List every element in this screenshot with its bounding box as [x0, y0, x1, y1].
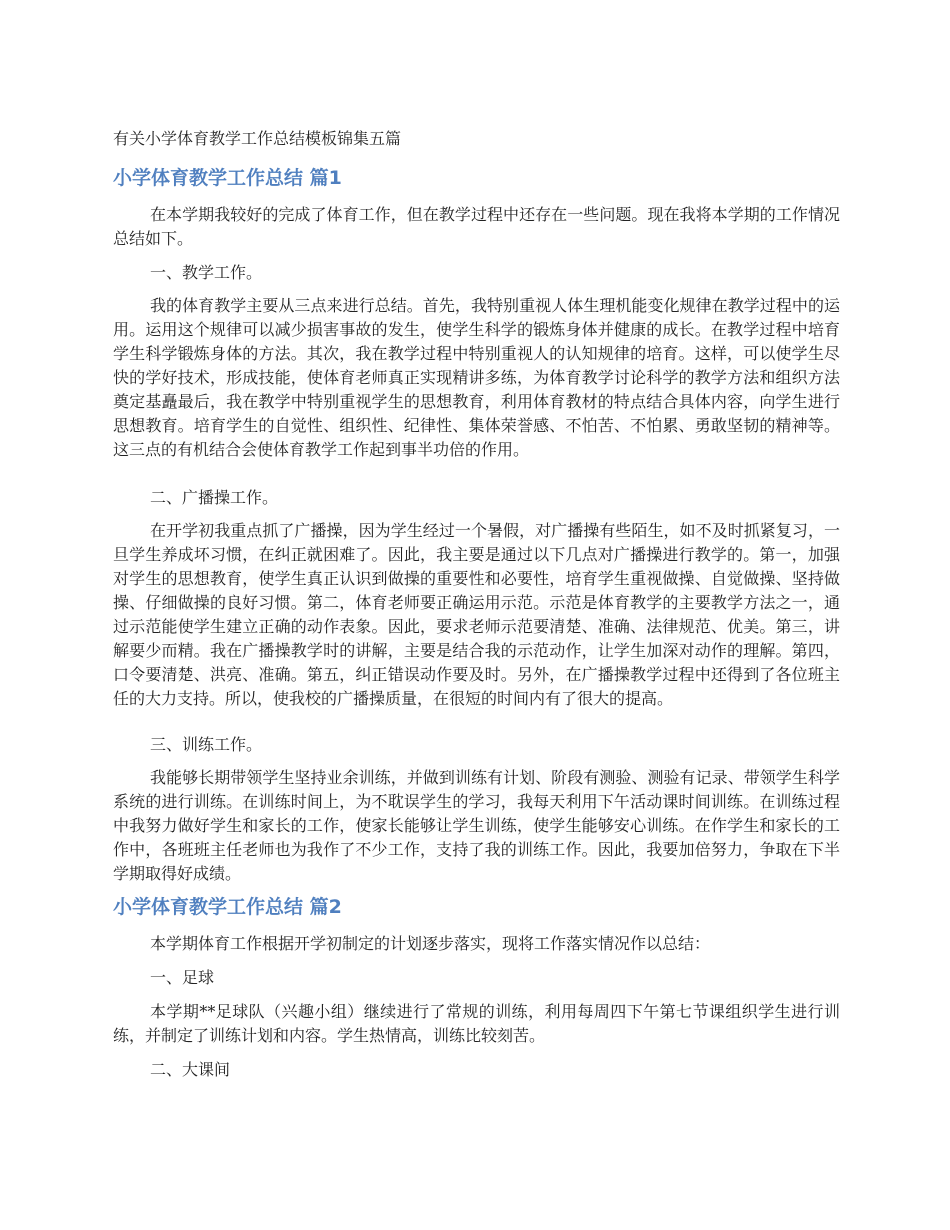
section-1-subheading-teaching: 一、教学工作。 [150, 263, 263, 282]
section-1-heading: 小学体育教学工作总结 篇1 [113, 167, 342, 189]
section-1-intro-paragraph: 在本学期我较好的完成了体育工作，但在教学过程中还存在一些问题。现在我将本学期的工作情况总结如下。 [113, 205, 840, 248]
document-title: 有关小学体育教学工作总结模板锦集五篇 [113, 129, 402, 148]
section-2-heading: 小学体育教学工作总结 篇2 [113, 896, 342, 918]
section-2-intro-paragraph: 本学期体育工作根据开学初制定的计划逐步落实，现将工作落实情况作以总结： [150, 934, 711, 953]
section-1-subheading-broadcast-exercise: 二、广播操工作。 [150, 488, 279, 507]
section-2-subheading-recess: 二、大课间 [150, 1060, 231, 1079]
section-2-football-paragraph: 本学期**足球队（兴趣小组）继续进行了常规的训练，利用每周四下午第七节课组织学生进行训练，并制定了训练计划和内容。学生热情高，训练比较刻苦。 [113, 1002, 840, 1045]
section-1-subheading-training: 三、训练工作。 [150, 735, 263, 754]
section-1-broadcast-exercise-paragraph: 在开学初我重点抓了广播操，因为学生经过一个暑假，对广播操有些陌生，如不及时抓紧复习，一旦学生养成坏习惯，在纠正就困难了。因此，我主要是通过以下几点对广播操进行教学的。第一，加强对学生的思想教育，使学生真正认识到做操的重要性和必要性，培育学生重视做操、自觉做操、坚持做操、仔细做操的良好习惯。第二，体育老师要正确运用示范。示范是体育教学的主要教学方法之一，通过示范能使学生建立正确的动作表象。因此，要求老师示范要清楚、准确、法律规范、优美。第三，讲解要少而精。我在广播操教学时的讲解，主要是结合我的示范动作，让学生加深对动作的理解。第四，口令要清楚、洪亮、准确。第五，纠正错误动作要及时。另外，在广播操教学过程中还得到了各位班主任的大力支持。所以，使我校的广播操质量，在很短的时间内有了很大的提高。 [113, 521, 840, 708]
section-1-training-paragraph: 我能够长期带领学生坚持业余训练，并做到训练有计划、阶段有测验、测验有记录、带领学生科学系统的进行训练。在训练时间上，为不耽误学生的学习，我每天利用下午活动课时间训练。在训练过程中我努力做好学生和家长的工作，使家长能够让学生训练，使学生能够安心训练。在作学生和家长的工作中，各班班主任老师也为我作了不少工作，支持了我的训练工作。因此，我要加倍努力，争取在下半学期取得好成绩。 [113, 768, 840, 883]
section-2-subheading-football: 一、足球 [150, 968, 215, 987]
section-1-teaching-paragraph: 我的体育教学主要从三点来进行总结。首先，我特别重视人体生理机能变化规律在教学过程中的运用。运用这个规律可以减少损害事故的发生，使学生科学的锻炼身体并健康的成长。在教学过程中培育学生科学锻炼身体的方法。其次，我在教学过程中特别重视人的认知规律的培育。这样，可以使学生尽快的学好技术，形成技能，使体育老师真正实现精讲多练，为体育教学讨论科学的教学方法和组织方法奠定基矗最后，我在教学中特别重视学生的思想教育，利用体育教材的特点结合具体内容，向学生进行思想教育。培育学生的自觉性、组织性、纪律性、集体荣誉感、不怕苦、不怕累、勇敢坚韧的精神等。这三点的有机结合会使体育教学工作起到事半功倍的作用。 [113, 296, 840, 459]
